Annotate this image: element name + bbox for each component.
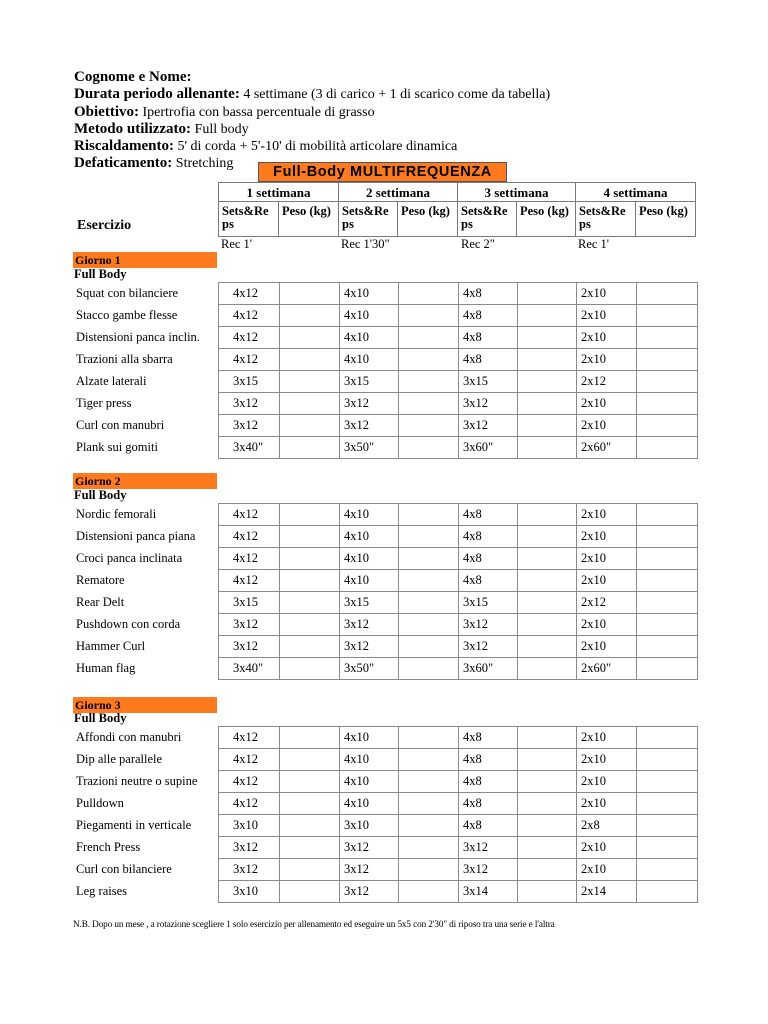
- table-row: [219, 658, 698, 680]
- sets-reps-cell: 3x40": [219, 437, 280, 459]
- sets-reps-cell: 2x14: [577, 881, 637, 903]
- sets-reps-cell: 4x8: [459, 815, 518, 837]
- sets-reps-cell: 2x10: [577, 393, 637, 415]
- sets-reps-cell: 4x8: [459, 548, 518, 570]
- sets-reps-cell: 4x12: [219, 793, 280, 815]
- sets-reps-cell: 2x10: [577, 305, 637, 327]
- sets-reps-cell: 4x12: [219, 749, 280, 771]
- sets-reps-cell: 4x10: [340, 327, 399, 349]
- header-peso-4: Peso (kg): [636, 202, 696, 237]
- peso-cell[interactable]: [637, 371, 698, 393]
- sets-reps-cell: 3x12: [340, 415, 399, 437]
- sets-reps-cell: 4x10: [340, 283, 399, 305]
- exercise-name: Dip alle parallele: [76, 752, 163, 766]
- rec-week-2: Rec 1'30": [341, 237, 390, 251]
- exercise-name: Nordic femorali: [76, 507, 157, 521]
- exercise-name: Hammer Curl: [76, 639, 146, 653]
- sets-reps-cell: 3x12: [459, 859, 518, 881]
- peso-cell[interactable]: [280, 283, 340, 305]
- sets-reps-cell: 4x10: [340, 727, 399, 749]
- sets-reps-cell: 4x8: [459, 305, 518, 327]
- exercise-name: Curl con bilanciere: [76, 862, 172, 876]
- peso-cell[interactable]: [518, 771, 577, 793]
- sets-reps-cell: 3x15: [459, 371, 518, 393]
- peso-cell[interactable]: [518, 305, 577, 327]
- info-row-goal: Obiettivo: Ipertrofia con bassa percentuale di grasso: [74, 103, 375, 120]
- peso-cell[interactable]: [280, 592, 340, 614]
- sets-reps-cell: 2x10: [577, 415, 637, 437]
- sets-reps-cell: 4x12: [219, 305, 280, 327]
- table-row: [219, 371, 698, 393]
- peso-cell[interactable]: [518, 548, 577, 570]
- peso-cell[interactable]: [399, 881, 459, 903]
- peso-cell[interactable]: [280, 793, 340, 815]
- peso-cell[interactable]: [518, 727, 577, 749]
- exercise-name: French Press: [76, 840, 141, 854]
- table-row: [219, 592, 698, 614]
- exercise-table: [218, 282, 698, 459]
- sets-reps-cell: 2x10: [577, 749, 637, 771]
- peso-cell[interactable]: [637, 749, 698, 771]
- peso-cell[interactable]: [399, 837, 459, 859]
- peso-cell[interactable]: [280, 771, 340, 793]
- exercise-name: Trazioni neutre o supine: [76, 774, 198, 788]
- peso-cell[interactable]: [637, 504, 698, 526]
- table-row: [219, 837, 698, 859]
- peso-cell[interactable]: [399, 415, 459, 437]
- peso-cell[interactable]: [399, 283, 459, 305]
- peso-cell[interactable]: [518, 504, 577, 526]
- table-row: [219, 727, 698, 749]
- peso-cell[interactable]: [399, 614, 459, 636]
- table-row: [219, 881, 698, 903]
- peso-cell[interactable]: [637, 349, 698, 371]
- day-header: Giorno 1: [73, 252, 217, 268]
- table-row: [219, 349, 698, 371]
- sets-reps-cell: 2x10: [577, 793, 637, 815]
- peso-cell[interactable]: [280, 526, 340, 548]
- sets-reps-cell: 3x50": [340, 658, 399, 680]
- sets-reps-cell: 3x12: [219, 636, 280, 658]
- peso-cell[interactable]: [399, 658, 459, 680]
- sets-reps-cell: 2x12: [577, 592, 637, 614]
- peso-cell[interactable]: [637, 727, 698, 749]
- peso-cell[interactable]: [518, 349, 577, 371]
- peso-cell[interactable]: [637, 437, 698, 459]
- rec-week-1: Rec 1': [221, 237, 253, 251]
- peso-cell[interactable]: [399, 815, 459, 837]
- sets-reps-cell: 3x40": [219, 658, 280, 680]
- sets-reps-cell: 3x15: [340, 592, 399, 614]
- sets-reps-cell: 4x10: [340, 548, 399, 570]
- day-subtitle: Full Body: [74, 267, 127, 281]
- sets-reps-cell: 4x12: [219, 526, 280, 548]
- exercise-list: [76, 282, 218, 458]
- day-subtitle: Full Body: [74, 711, 127, 725]
- header-week-3: 3 settimana: [458, 182, 576, 202]
- sets-reps-cell: 4x8: [459, 749, 518, 771]
- sets-reps-cell: 2x10: [577, 837, 637, 859]
- sets-reps-cell: 4x10: [340, 305, 399, 327]
- header-sets-2: Sets&Re ps: [339, 202, 398, 237]
- peso-cell[interactable]: [399, 305, 459, 327]
- sets-reps-cell: 4x8: [459, 526, 518, 548]
- sets-reps-cell: 3x12: [459, 614, 518, 636]
- day-subtitle: Full Body: [74, 488, 127, 502]
- peso-cell[interactable]: [518, 283, 577, 305]
- peso-cell[interactable]: [518, 837, 577, 859]
- table-row: [219, 859, 698, 881]
- peso-cell[interactable]: [637, 415, 698, 437]
- table-row: [219, 614, 698, 636]
- exercise-name: Leg raises: [76, 884, 128, 898]
- peso-cell[interactable]: [280, 371, 340, 393]
- peso-cell[interactable]: [637, 815, 698, 837]
- peso-cell[interactable]: [518, 859, 577, 881]
- sets-reps-cell: 3x12: [219, 393, 280, 415]
- sets-reps-cell: 3x12: [340, 837, 399, 859]
- peso-cell[interactable]: [518, 437, 577, 459]
- sets-reps-cell: 4x8: [459, 327, 518, 349]
- sets-reps-cell: 4x10: [340, 526, 399, 548]
- sets-reps-cell: 4x10: [340, 570, 399, 592]
- sets-reps-cell: 4x10: [340, 793, 399, 815]
- sets-reps-cell: 3x12: [340, 393, 399, 415]
- peso-cell[interactable]: [399, 793, 459, 815]
- peso-cell[interactable]: [280, 859, 340, 881]
- sets-reps-cell: 2x10: [577, 614, 637, 636]
- table-row: [219, 283, 698, 305]
- peso-cell[interactable]: [518, 415, 577, 437]
- peso-cell[interactable]: [637, 327, 698, 349]
- sets-reps-cell: 3x12: [219, 415, 280, 437]
- header-sets-4: Sets&Re ps: [576, 202, 636, 237]
- sets-reps-cell: 4x12: [219, 283, 280, 305]
- sets-reps-cell: 2x10: [577, 636, 637, 658]
- peso-cell[interactable]: [637, 636, 698, 658]
- header-peso-3: Peso (kg): [517, 202, 576, 237]
- sets-reps-cell: 2x10: [577, 771, 637, 793]
- sets-reps-cell: 4x8: [459, 771, 518, 793]
- exercise-list: [76, 503, 218, 679]
- sets-reps-cell: 3x15: [219, 592, 280, 614]
- sets-reps-cell: 4x12: [219, 548, 280, 570]
- peso-cell[interactable]: [637, 859, 698, 881]
- sets-reps-cell: 4x12: [219, 771, 280, 793]
- peso-cell[interactable]: [280, 749, 340, 771]
- peso-cell[interactable]: [637, 658, 698, 680]
- peso-cell[interactable]: [399, 859, 459, 881]
- header-peso-2: Peso (kg): [398, 202, 458, 237]
- exercise-name: Affondi con manubri: [76, 730, 182, 744]
- peso-cell[interactable]: [637, 548, 698, 570]
- peso-cell[interactable]: [280, 727, 340, 749]
- sets-reps-cell: 4x12: [219, 349, 280, 371]
- peso-cell[interactable]: [637, 526, 698, 548]
- sets-reps-cell: 3x14: [459, 881, 518, 903]
- peso-cell[interactable]: [280, 636, 340, 658]
- header-week-2: 2 settimana: [339, 182, 458, 202]
- peso-cell[interactable]: [637, 881, 698, 903]
- peso-cell[interactable]: [280, 349, 340, 371]
- peso-cell[interactable]: [280, 548, 340, 570]
- peso-cell[interactable]: [518, 749, 577, 771]
- sets-reps-cell: 3x15: [219, 371, 280, 393]
- sets-reps-cell: 2x8: [577, 815, 637, 837]
- table-row: [219, 636, 698, 658]
- sets-reps-cell: 3x60": [459, 437, 518, 459]
- table-row: [219, 415, 698, 437]
- peso-cell[interactable]: [637, 614, 698, 636]
- header-esercizio: Esercizio: [77, 218, 132, 233]
- sets-reps-cell: 3x12: [219, 859, 280, 881]
- rec-week-3: Rec 2": [461, 237, 495, 251]
- sets-reps-cell: 2x10: [577, 727, 637, 749]
- table-row: [219, 749, 698, 771]
- rec-week-4: Rec 1': [578, 237, 610, 251]
- sets-reps-cell: 4x10: [340, 749, 399, 771]
- peso-cell[interactable]: [399, 771, 459, 793]
- sets-reps-cell: 2x10: [577, 548, 637, 570]
- header-week-1: 1 settimana: [218, 182, 339, 202]
- peso-cell[interactable]: [637, 592, 698, 614]
- peso-cell[interactable]: [280, 393, 340, 415]
- peso-cell[interactable]: [637, 837, 698, 859]
- program-title: Full-Body MULTIFREQUENZA: [258, 162, 507, 182]
- sets-reps-cell: 3x12: [219, 837, 280, 859]
- sets-reps-cell: 3x60": [459, 658, 518, 680]
- info-row-name: Cognome e Nome:: [74, 69, 192, 85]
- peso-cell[interactable]: [518, 614, 577, 636]
- sets-reps-cell: 2x10: [577, 526, 637, 548]
- exercise-list: [76, 726, 218, 902]
- peso-cell[interactable]: [280, 437, 340, 459]
- peso-cell[interactable]: [280, 504, 340, 526]
- peso-cell[interactable]: [399, 327, 459, 349]
- peso-cell[interactable]: [637, 305, 698, 327]
- exercise-name: Rear Delt: [76, 595, 125, 609]
- sets-reps-cell: 4x12: [219, 570, 280, 592]
- sets-reps-cell: 4x8: [459, 793, 518, 815]
- peso-cell[interactable]: [518, 636, 577, 658]
- sets-reps-cell: 2x10: [577, 859, 637, 881]
- sets-reps-cell: 3x15: [340, 371, 399, 393]
- info-row-cooldown: Defaticamento: Stretching: [74, 155, 234, 172]
- exercise-name: Curl con manubri: [76, 418, 165, 432]
- peso-cell[interactable]: [637, 283, 698, 305]
- peso-cell[interactable]: [399, 526, 459, 548]
- peso-cell[interactable]: [518, 393, 577, 415]
- peso-cell[interactable]: [280, 614, 340, 636]
- peso-cell[interactable]: [280, 815, 340, 837]
- exercise-table: [218, 503, 698, 680]
- sets-reps-cell: 2x10: [577, 283, 637, 305]
- footnote: N.B. Dopo un mese , a rotazione scegliere 1 solo esercizio per allenamento ed eseguire un 5x5 con 2'30" di riposo tra una serie e l'altra: [73, 919, 555, 929]
- info-row-duration: Durata periodo allenante: 4 settimane (3 di carico + 1 di scarico come da tabella): [74, 86, 551, 103]
- header-sets-1: Sets&Re ps: [218, 202, 279, 237]
- peso-cell[interactable]: [399, 548, 459, 570]
- sets-reps-cell: 3x15: [459, 592, 518, 614]
- table-row: [219, 815, 698, 837]
- sets-reps-cell: 4x8: [459, 283, 518, 305]
- sets-reps-cell: 3x12: [459, 393, 518, 415]
- sets-reps-cell: 3x12: [340, 614, 399, 636]
- peso-cell[interactable]: [399, 749, 459, 771]
- table-row: [219, 504, 698, 526]
- peso-cell[interactable]: [399, 592, 459, 614]
- day-header: Giorno 2: [73, 473, 217, 489]
- peso-cell[interactable]: [518, 881, 577, 903]
- sets-reps-cell: 4x8: [459, 570, 518, 592]
- peso-cell[interactable]: [280, 327, 340, 349]
- exercise-name: Rematore: [76, 573, 125, 587]
- exercise-name: Distensioni panca inclin.: [76, 330, 200, 344]
- sets-reps-cell: 3x10: [219, 881, 280, 903]
- table-row: [219, 526, 698, 548]
- sets-reps-cell: 4x12: [219, 504, 280, 526]
- exercise-name: Tiger press: [76, 396, 132, 410]
- peso-cell[interactable]: [280, 658, 340, 680]
- exercise-name: Stacco gambe flesse: [76, 308, 178, 322]
- sets-reps-cell: 3x12: [459, 415, 518, 437]
- table-row: [219, 305, 698, 327]
- sets-reps-cell: 4x10: [340, 771, 399, 793]
- sets-reps-cell: 3x12: [219, 614, 280, 636]
- exercise-name: Human flag: [76, 661, 136, 675]
- sets-reps-cell: 2x10: [577, 504, 637, 526]
- exercise-name: Pulldown: [76, 796, 124, 810]
- peso-cell[interactable]: [280, 570, 340, 592]
- exercise-table: [218, 726, 698, 903]
- table-row: [219, 327, 698, 349]
- sets-reps-cell: 2x60": [577, 658, 637, 680]
- peso-cell[interactable]: [399, 349, 459, 371]
- sets-reps-cell: 4x10: [340, 349, 399, 371]
- peso-cell[interactable]: [280, 415, 340, 437]
- header-week-4: 4 settimana: [576, 182, 696, 202]
- table-row: [219, 771, 698, 793]
- table-row: [219, 393, 698, 415]
- sets-reps-cell: 4x12: [219, 727, 280, 749]
- sets-reps-cell: 3x50": [340, 437, 399, 459]
- sets-reps-cell: 4x8: [459, 504, 518, 526]
- sets-reps-cell: 3x10: [219, 815, 280, 837]
- sets-reps-cell: 2x12: [577, 371, 637, 393]
- peso-cell[interactable]: [399, 504, 459, 526]
- peso-cell[interactable]: [518, 327, 577, 349]
- peso-cell[interactable]: [399, 727, 459, 749]
- sets-reps-cell: 3x12: [459, 636, 518, 658]
- table-row: [219, 548, 698, 570]
- peso-cell[interactable]: [399, 437, 459, 459]
- peso-cell[interactable]: [637, 771, 698, 793]
- exercise-name: Plank sui gomiti: [76, 440, 158, 454]
- sets-reps-cell: 4x8: [459, 349, 518, 371]
- info-row-warmup: Riscaldamento: 5' di corda + 5'-10' di mobilità articolare dinamica: [74, 138, 458, 155]
- header-peso-1: Peso (kg): [279, 202, 339, 237]
- peso-cell[interactable]: [399, 636, 459, 658]
- peso-cell[interactable]: [637, 393, 698, 415]
- peso-cell[interactable]: [518, 526, 577, 548]
- exercise-name: Croci panca inclinata: [76, 551, 183, 565]
- exercise-name: Distensioni panca piana: [76, 529, 196, 543]
- exercise-name: Squat con bilanciere: [76, 286, 179, 300]
- exercise-name: Trazioni alla sbarra: [76, 352, 173, 366]
- exercise-name: Alzate laterali: [76, 374, 147, 388]
- peso-cell[interactable]: [518, 815, 577, 837]
- sets-reps-cell: 4x10: [340, 504, 399, 526]
- sets-reps-cell: 4x12: [219, 327, 280, 349]
- peso-cell[interactable]: [637, 570, 698, 592]
- table-row: [219, 437, 698, 459]
- table-row: [219, 793, 698, 815]
- info-row-method: Metodo utilizzato: Full body: [74, 120, 249, 137]
- peso-cell[interactable]: [399, 371, 459, 393]
- info-block: [74, 69, 550, 173]
- header-sets-3: Sets&Re ps: [458, 202, 517, 237]
- peso-cell[interactable]: [280, 837, 340, 859]
- peso-cell[interactable]: [518, 658, 577, 680]
- table-row: [219, 570, 698, 592]
- peso-cell[interactable]: [637, 793, 698, 815]
- exercise-name: Piegamenti in verticale: [76, 818, 192, 832]
- peso-cell[interactable]: [518, 371, 577, 393]
- sets-reps-cell: 3x10: [340, 815, 399, 837]
- sets-reps-cell: 2x60": [577, 437, 637, 459]
- sets-reps-cell: 3x12: [340, 859, 399, 881]
- peso-cell[interactable]: [518, 793, 577, 815]
- peso-cell[interactable]: [280, 305, 340, 327]
- peso-cell[interactable]: [399, 570, 459, 592]
- sets-reps-cell: 2x10: [577, 570, 637, 592]
- sets-reps-cell: 3x12: [459, 837, 518, 859]
- peso-cell[interactable]: [399, 393, 459, 415]
- exercise-name: Pushdown con corda: [76, 617, 181, 631]
- peso-cell[interactable]: [518, 570, 577, 592]
- sets-reps-cell: 3x12: [340, 881, 399, 903]
- sets-reps-cell: 4x8: [459, 727, 518, 749]
- day-header: Giorno 3: [73, 697, 217, 713]
- peso-cell[interactable]: [280, 881, 340, 903]
- peso-cell[interactable]: [518, 592, 577, 614]
- sets-reps-cell: 3x12: [340, 636, 399, 658]
- sets-reps-cell: 2x10: [577, 327, 637, 349]
- sets-reps-cell: 2x10: [577, 349, 637, 371]
